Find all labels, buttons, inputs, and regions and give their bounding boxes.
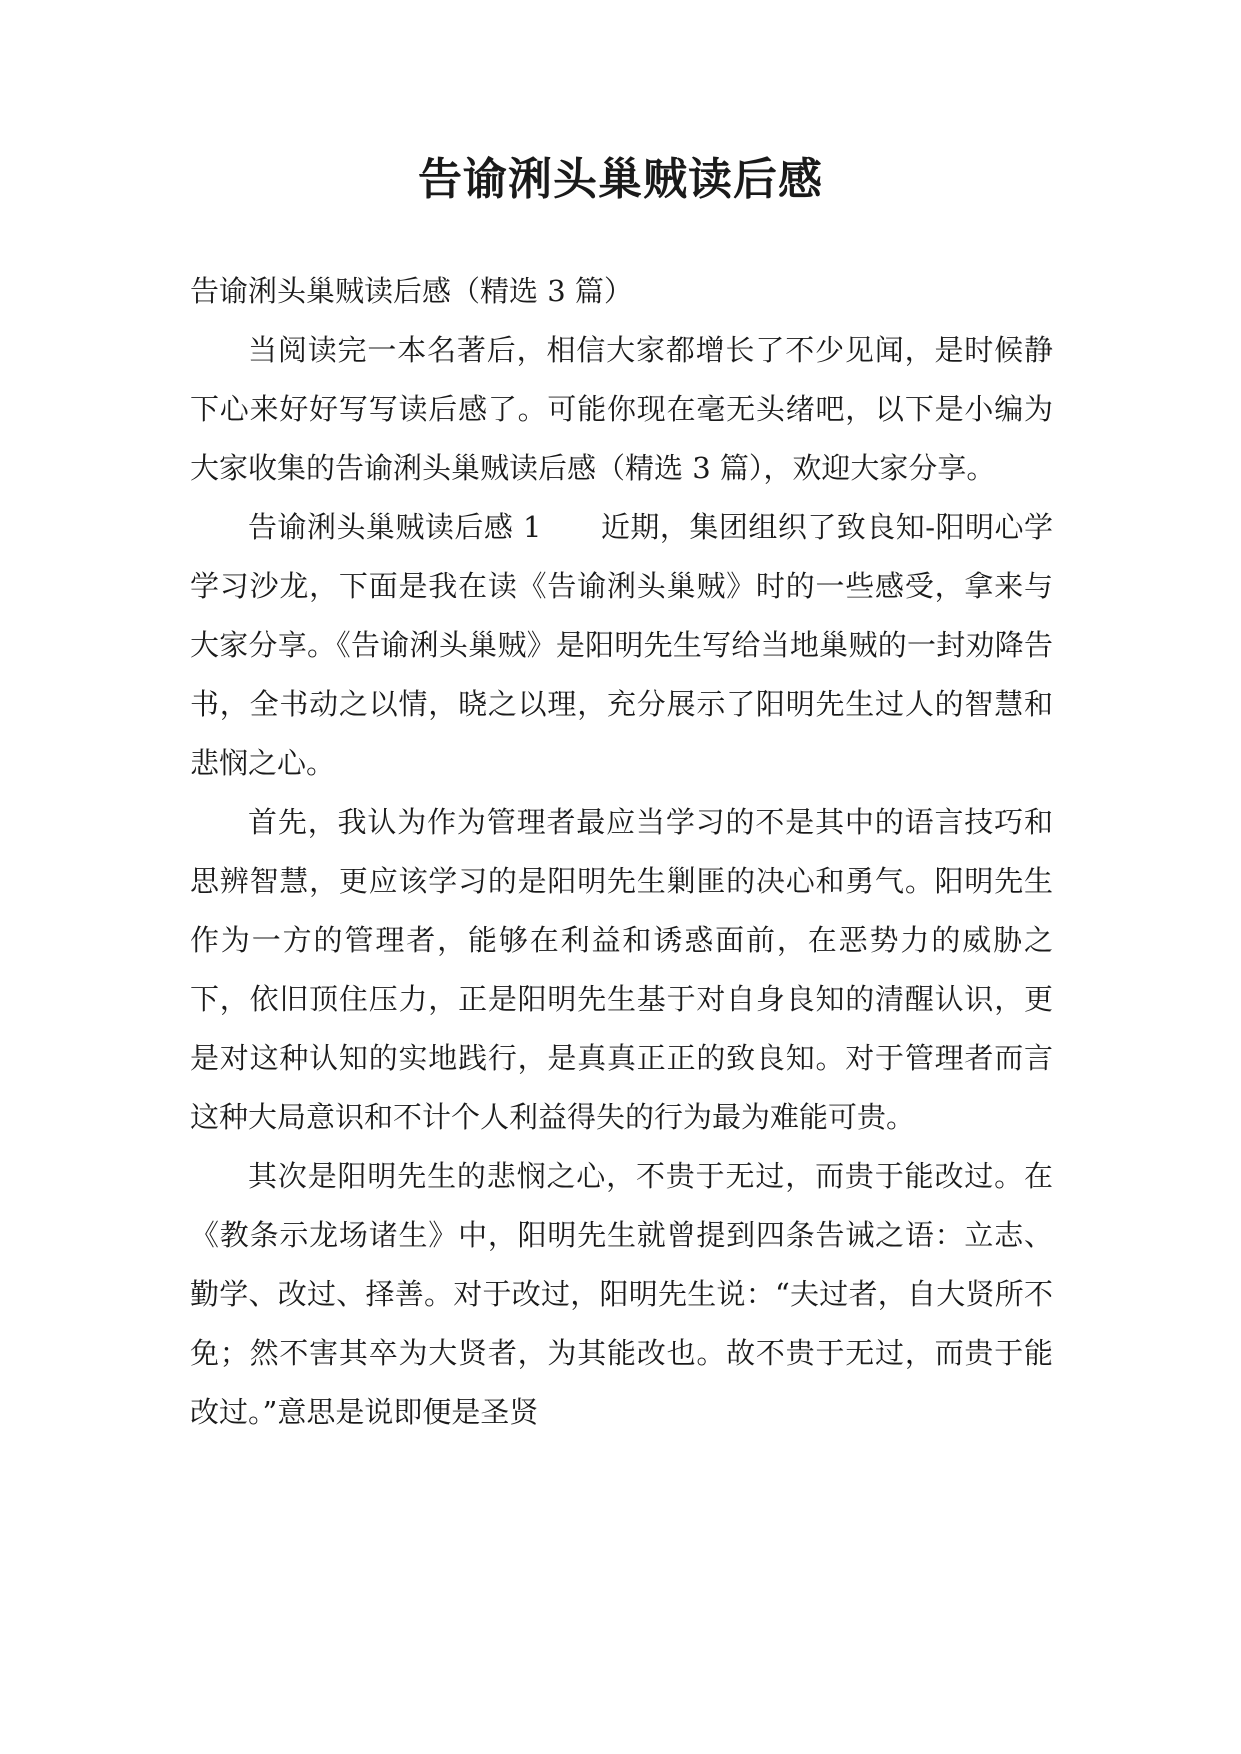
paragraph-essay-1-opening: 告谕浰头巢贼读后感 1 近期，集团组织了致良知-阳明心学学习沙龙，下面是我在读《告谕浰头巢贼》时的一些感受，拿来与大家分享。《告谕浰头巢贼》是阳明先生写给当地巢贼的一封劝降告书，全书动之以情，晓之以理，充分展示了阳明先生过人的智慧和悲悯之心。 [190,510,1053,780]
paragraph-second-point: 其次是阳明先生的悲悯之心，不贵于无过，而贵于能改过。在《教条示龙场诸生》中，阳明先生就曾提到四条告诫之语：立志、勤学、改过、择善。对于改过，阳明先生说：“夫过者，自大贤所不免；然不害其卒为大贤者，为其能改也。故不贵于无过，而贵于能改过。”意思是说即便是圣贤 [190,1159,1053,1429]
paragraph-first-point: 首先，我认为作为管理者最应当学习的不是其中的语言技巧和思辨智慧，更应该学习的是阳明先生剿匪的决心和勇气。阳明先生作为一方的管理者，能够在利益和诱惑面前，在恶势力的威胁之下，依旧顶住压力，正是阳明先生基于对自身良知的清醒认识，更是对这种认知的实地践行，是真真正正的致良知。对于管理者而言这种大局意识和不计个人利益得失的行为最为难能可贵。 [190,805,1053,1134]
document-body [190,262,1053,1442]
document-title: 告谕浰头巢贼读后感 [418,154,823,205]
paragraph-intro: 当阅读完一本名著后，相信大家都增长了不少见闻，是时候静下心来好好写写读后感了。可能你现在毫无头绪吧，以下是小编为大家收集的告谕浰头巢贼读后感（精选 3 篇），欢迎大家分享。 [190,333,1053,485]
document-subtitle: 告谕浰头巢贼读后感（精选 3 篇） [190,274,633,308]
